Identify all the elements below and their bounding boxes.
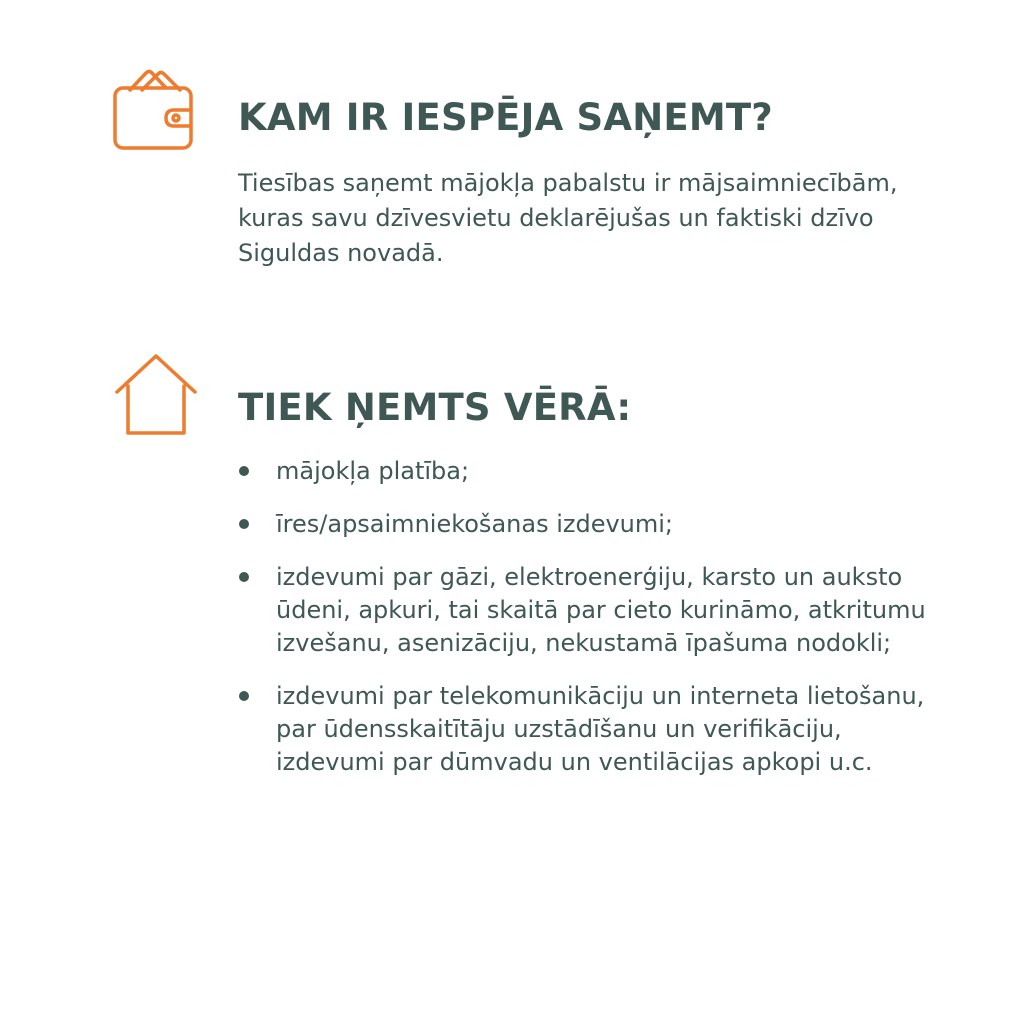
list-item (238, 455, 938, 488)
list-item-text: izdevumi par gāzi, elektroenerģiju, karsto un auksto ūdeni, apkuri, tai skaitā par cieto kurināmo, atkritumu izvešanu, asenizāciju, nekustamā īpašuma nodokli; (276, 563, 926, 657)
list-item-text: izdevumi par telekomunikāciju un interneta lietošanu, par ūdensskaitītāju uzstādīšanu un verifikāciju, izdevumi par dūmvadu un ventilācijas apkopi u.c. (276, 682, 925, 776)
house-icon (112, 352, 200, 438)
bullet-icon (239, 519, 249, 529)
section-heading-eligibility: KAM IR IESPĒJA SAŅEMT? (238, 96, 773, 139)
considered-items-list (238, 455, 938, 799)
wallet-icon (108, 64, 202, 154)
list-item-text: īres/apsaimniekošanas izdevumi; (276, 510, 674, 538)
bullet-icon (239, 466, 249, 476)
list-item-text: mājokļa platība; (276, 457, 470, 485)
list-item (238, 561, 938, 660)
list-item (238, 680, 938, 779)
bullet-icon (239, 572, 249, 582)
bullet-icon (239, 691, 249, 701)
eligibility-paragraph: Tiesības saņemt mājokļa pabalstu ir mājsaimniecībām, kuras savu dzīvesvietu deklarējušas un faktiski dzīvo Siguldas novadā. (238, 169, 898, 267)
list-item (238, 508, 938, 541)
section-heading-considered: TIEK ŅEMTS VĒRĀ: (238, 386, 632, 429)
